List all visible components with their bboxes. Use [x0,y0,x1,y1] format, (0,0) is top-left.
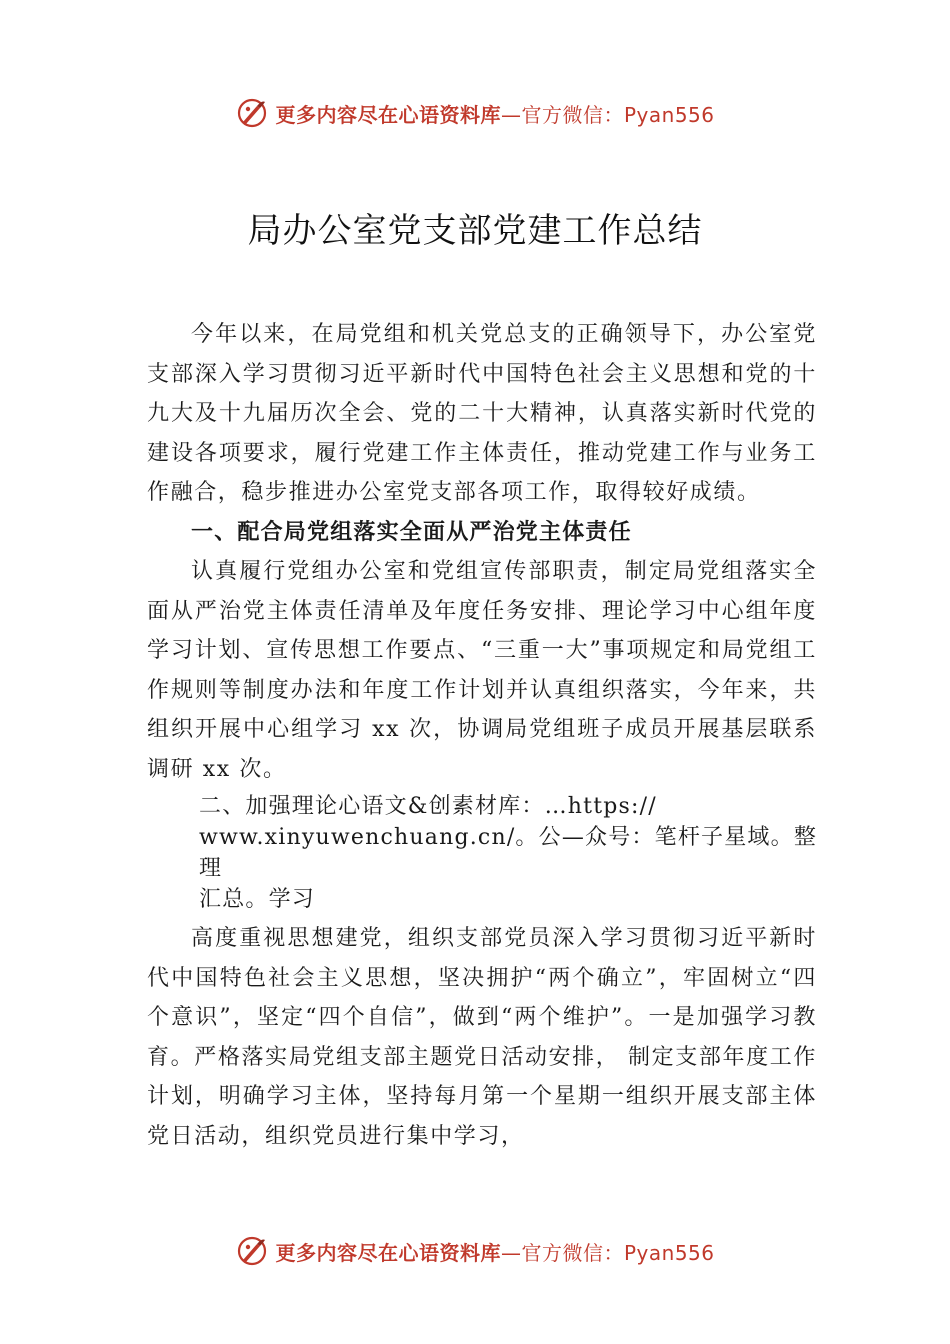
footer-library-text: 更多内容尽在心语资料库 [275,1240,501,1265]
brush-logo-icon [235,96,269,130]
footer-wechat-id: Pyan556 [623,1240,715,1265]
footer-dash: — [500,1240,522,1265]
document-body [147,315,817,1156]
section2-heading-line3: 汇总。学习 [199,887,316,912]
header-wechat-id: Pyan556 [623,102,715,127]
header-banner [0,96,950,136]
section1-heading: 一、配合局党组落实全面从严治党主体责任 [191,519,632,545]
header-library-text: 更多内容尽在心语资料库 [275,102,501,127]
intro-paragraph: 今年以来，在局党组和机关党总支的正确领导下，办公室党支部深入学习贯彻习近平新时代中国特色社会主义思想和党的十九大及十九届历次全会、党的二十大精神，认真落实新时代党的建设各项要求，履行党建工作主体责任，推动党建工作与业务工作融合，稳步推进办公室党支部各项工作，取得较好成绩。 [147,322,817,505]
section2-heading-line1: 二、加强理论心语文&创素材库：…https:// [199,794,657,819]
header-wechat-label: 官方微信： [521,102,624,127]
footer-wechat-label: 官方微信： [521,1240,624,1265]
section2-heading [147,791,839,915]
footer-banner [0,1234,950,1274]
header-dash: — [500,102,522,127]
section2-heading-line2: www.xinyuwenchuang.cn/。公—众号：笔杆子星域。整理 [199,825,818,881]
section1-paragraph: 认真履行党组办公室和党组宣传部职责，制定局党组落实全面从严治党主体责任清单及年度任务安排、理论学习中心组年度学习计划、宣传思想工作要点、“三重一大”事项规定和局党组工作规则等制度办法和年度工作计划并认真组织落实，今年来，共组织开展中心组学习 xx 次，协调局党组班子成员开展基层联系调研 xx 次。 [147,559,817,782]
section2-paragraph: 高度重视思想建党，组织支部党员深入学习贯彻习近平新时代中国特色社会主义思想，坚决拥护“两个确立”，牢固树立“四个意识”，坚定“四个自信”，做到“两个维护”。一是加强学习教育。严格落实局党组支部主题党日活动安排， 制定支部年度工作计划，明确学习主体，坚持每月第一个星期一组织开展支部主体党日活动，组织党员进行集中学习， [147,926,817,1149]
brush-logo-icon [235,1234,269,1268]
document-title: 局办公室党支部党建工作总结 [247,211,703,251]
